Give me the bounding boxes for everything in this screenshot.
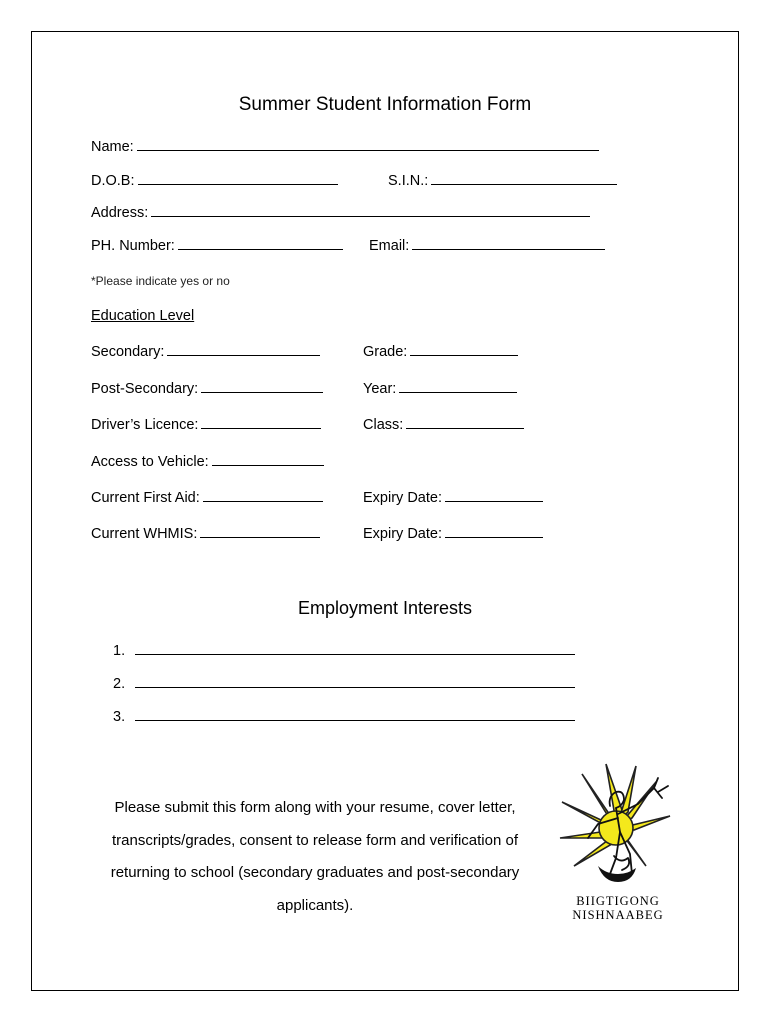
whmis-expiry-row bbox=[363, 526, 543, 542]
interest-row-3 bbox=[113, 709, 575, 725]
vehicle-field[interactable] bbox=[212, 465, 324, 466]
employment-heading: Employment Interests bbox=[297, 598, 473, 618]
name-field[interactable] bbox=[137, 150, 599, 151]
post-secondary-field[interactable] bbox=[201, 392, 323, 393]
yes-no-note: *Please indicate yes or no bbox=[91, 274, 230, 288]
address-row bbox=[91, 205, 590, 221]
interest-field-1[interactable] bbox=[135, 654, 575, 655]
interest-number-1: 1. bbox=[113, 643, 126, 659]
interest-number-3: 3. bbox=[113, 709, 126, 725]
class-row bbox=[363, 417, 524, 433]
form-title: Summer Student Information Form bbox=[238, 94, 532, 115]
grade-field[interactable] bbox=[410, 355, 518, 356]
grade-row bbox=[363, 344, 518, 360]
address-field[interactable] bbox=[151, 216, 590, 217]
class-field[interactable] bbox=[406, 428, 524, 429]
first-aid-expiry-label: Expiry Date: bbox=[363, 490, 442, 506]
interest-row-2 bbox=[113, 676, 575, 692]
drivers-licence-row bbox=[91, 417, 321, 433]
submission-instructions: Please submit this form along with your resume, cover letter, transcripts/grades, consent to release form and verification of returning to school (secondary graduates and post-secondary applicants). bbox=[110, 799, 520, 914]
first-aid-row bbox=[91, 490, 323, 506]
phone-label: PH. Number: bbox=[91, 238, 175, 254]
sun-figure-logo-icon bbox=[558, 762, 678, 895]
logo-line-2: NISHNAABEG bbox=[572, 908, 664, 922]
whmis-field[interactable] bbox=[200, 537, 320, 538]
interest-row-1 bbox=[113, 643, 575, 659]
whmis-row bbox=[91, 526, 320, 542]
first-aid-expiry-field[interactable] bbox=[445, 501, 543, 502]
sin-label: S.I.N.: bbox=[388, 173, 429, 189]
year-field[interactable] bbox=[399, 392, 517, 393]
class-label: Class: bbox=[363, 417, 404, 433]
email-field[interactable] bbox=[412, 249, 605, 250]
interest-number-2: 2. bbox=[113, 676, 126, 692]
vehicle-label: Access to Vehicle: bbox=[91, 454, 209, 470]
email-label: Email: bbox=[369, 238, 410, 254]
secondary-label: Secondary: bbox=[91, 344, 165, 360]
secondary-field[interactable] bbox=[167, 355, 320, 356]
dob-label: D.O.B: bbox=[91, 173, 135, 189]
year-label: Year: bbox=[363, 381, 397, 397]
whmis-expiry-field[interactable] bbox=[445, 537, 543, 538]
whmis-expiry-label: Expiry Date: bbox=[363, 526, 442, 542]
dob-row bbox=[91, 173, 338, 189]
vehicle-row bbox=[91, 454, 324, 470]
first-aid-label: Current First Aid: bbox=[91, 490, 200, 506]
email-row bbox=[369, 238, 605, 254]
form-page bbox=[31, 31, 739, 991]
drivers-licence-label: Driver’s Licence: bbox=[91, 417, 199, 433]
name-row bbox=[91, 139, 599, 155]
grade-label: Grade: bbox=[363, 344, 408, 360]
address-label: Address: bbox=[91, 205, 149, 221]
interest-field-3[interactable] bbox=[135, 720, 575, 721]
name-label: Name: bbox=[91, 139, 134, 155]
post-secondary-label: Post-Secondary: bbox=[91, 381, 199, 397]
logo-line-1: BIIGTIGONG bbox=[576, 894, 660, 908]
drivers-licence-field[interactable] bbox=[201, 428, 321, 429]
sin-field[interactable] bbox=[431, 184, 617, 185]
secondary-row bbox=[91, 344, 320, 360]
first-aid-field[interactable] bbox=[203, 501, 323, 502]
phone-field[interactable] bbox=[178, 249, 343, 250]
interest-field-2[interactable] bbox=[135, 687, 575, 688]
first-aid-expiry-row bbox=[363, 490, 543, 506]
whmis-label: Current WHMIS: bbox=[91, 526, 198, 542]
sin-row bbox=[388, 173, 617, 189]
education-heading: Education Level bbox=[91, 308, 195, 324]
phone-row bbox=[91, 238, 343, 254]
logo-wordmark bbox=[558, 894, 678, 922]
post-secondary-row bbox=[91, 381, 323, 397]
dob-field[interactable] bbox=[138, 184, 338, 185]
year-row bbox=[363, 381, 517, 397]
